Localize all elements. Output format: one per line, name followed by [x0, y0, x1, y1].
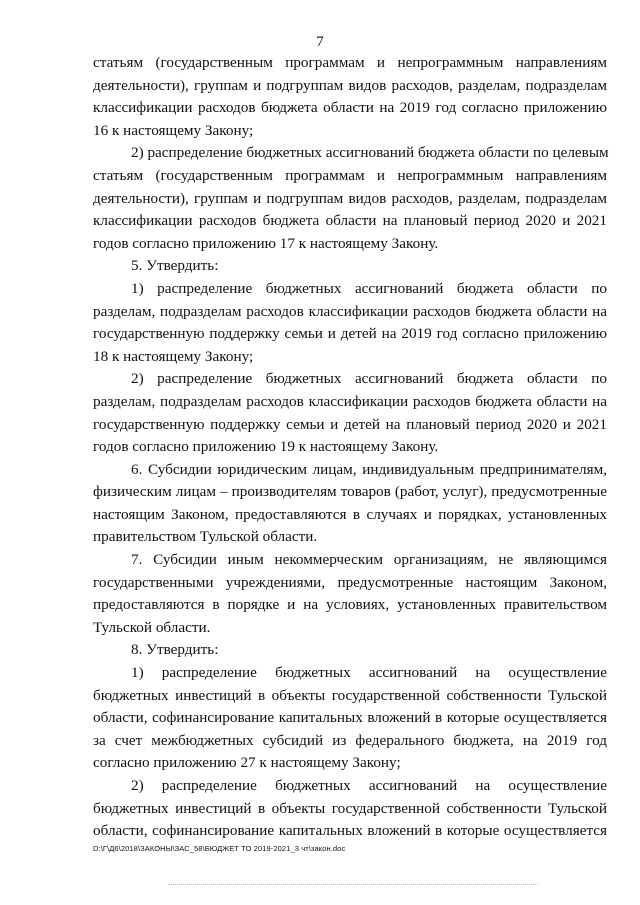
- text-line: классификации расходов бюджета области на плановый период 2020 и 2021: [93, 212, 607, 230]
- text-line: 7. Субсидии иным некоммерческим организациям, не являющимся: [131, 551, 607, 569]
- text-line: физическим лицам – производителям товаров (работ, услуг), предусмотренные: [93, 483, 607, 501]
- text-line: предоставляются в порядке и на условиях, установленных правительством: [93, 596, 607, 614]
- text-line: бюджетных инвестиций в объекты государственной собственности Тульской: [93, 686, 607, 704]
- text-line: 2) распределение бюджетных ассигнований бюджета области по: [131, 370, 607, 388]
- text-line: 5. Утвердить:: [131, 257, 219, 275]
- text-line: государственную поддержку семьи и детей на плановый период 2020 и 2021: [93, 415, 607, 433]
- text-line: согласно приложению 27 к настоящему Закону;: [93, 754, 401, 772]
- text-line: правительством Тульской области.: [93, 528, 318, 546]
- text-line: 2) распределение бюджетных ассигнований на осуществление: [131, 777, 607, 794]
- text-line: области, софинансирование капитальных вложений в которые осуществляется: [93, 822, 607, 840]
- text-line: 2) распределение бюджетных ассигнований бюджета области по целевым: [131, 144, 609, 162]
- text-line: Тульской области.: [93, 618, 211, 636]
- text-line: статьям (государственным программам и непрограммным направлениям: [93, 54, 607, 71]
- text-line: 1) распределение бюджетных ассигнований на осуществление: [131, 664, 607, 682]
- text-line: годов согласно приложению 17 к настоящему Закону.: [93, 234, 439, 252]
- text-line: за счет межбюджетных субсидий из федерального бюджета, на 2019 год: [93, 731, 607, 749]
- footer-faint-line: [168, 884, 538, 886]
- text-line: 18 к настоящему Закону;: [93, 347, 254, 365]
- text-line: деятельности), группам и подгруппам видов расходов, разделам, подразделам: [93, 76, 607, 94]
- text-line: годов согласно приложению 19 к настоящему Закону.: [93, 438, 439, 456]
- text-line: государственную поддержку семьи и детей на 2019 год согласно приложению: [93, 325, 607, 343]
- text-line: настоящим Законом, предоставляются в случаях и порядках, установленных: [93, 505, 607, 523]
- text-line: классификации расходов бюджета области на 2019 год согласно приложению: [93, 99, 607, 117]
- text-line: 6. Субсидии юридическим лицам, индивидуальным предпринимателям,: [131, 460, 607, 478]
- text-line: области, софинансирование капитальных вложений в которые осуществляется: [93, 709, 607, 727]
- text-line: 8. Утвердить:: [131, 641, 219, 659]
- text-line: деятельности), группам и подгруппам видов расходов, разделам, подразделам: [93, 189, 607, 207]
- text-line: разделам, подразделам расходов классификации расходов бюджета области на: [93, 392, 607, 410]
- text-line: государственными учреждениями, предусмотренные настоящим Законом,: [93, 573, 607, 591]
- text-line: 1) распределение бюджетных ассигнований бюджета области по: [131, 279, 607, 297]
- text-line: разделам, подразделам расходов классификации расходов бюджета области на: [93, 302, 607, 320]
- text-line: бюджетных инвестиций в объекты государственной собственности Тульской: [93, 799, 607, 817]
- footer-file-path: D:\Г\Д6\2018\ЗАКОНЫ\ЗАС_58\БЮДЖЕТ ТО 2019-2021_3 чт\закон.doc: [93, 844, 346, 853]
- text-line: статьям (государственным программам и непрограммным направлениям: [93, 166, 607, 184]
- text-line: 16 к настоящему Закону;: [93, 121, 254, 139]
- document-body: [93, 52, 607, 843]
- page-number: 7: [316, 34, 324, 50]
